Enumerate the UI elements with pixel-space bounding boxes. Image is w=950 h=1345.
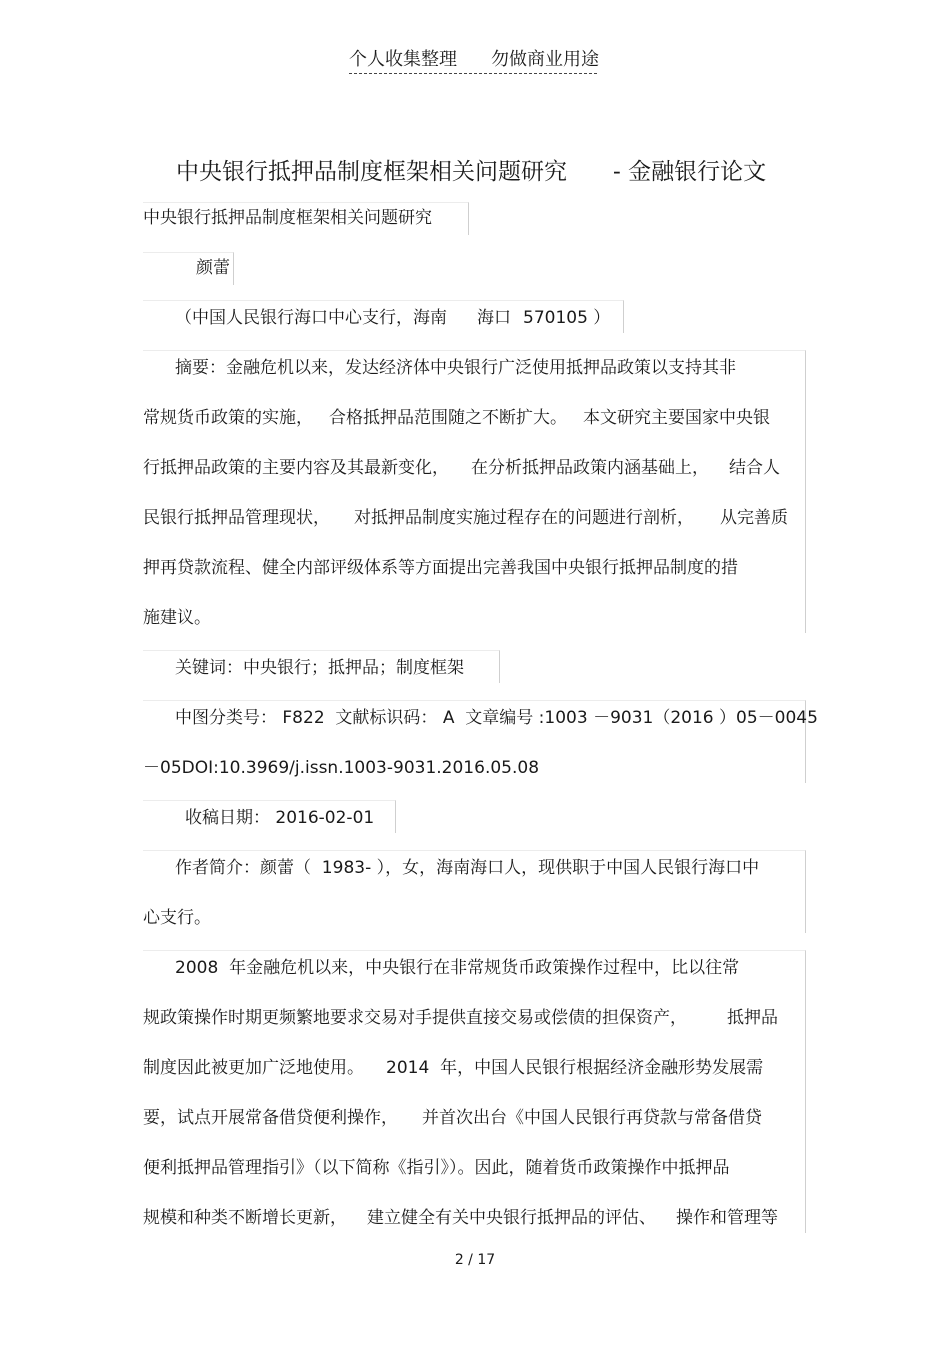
author-affiliation [175,307,610,329]
title-main: 中央银行抵押品制度框架相关问题研究 [176,159,567,185]
abstract-segment: 行抵押品政策的主要内容及其最新变化， [143,458,449,478]
abstract-line: 摘要：金融危机以来，发达经济体中央银行广泛使用抵押品政策以支持其非 [175,358,736,378]
abstract-line [143,457,780,479]
page-number: 2 / 17 [454,1252,496,1268]
affiliation-part-3: 570105 ） [523,308,611,328]
abstract-segment: 民银行抵押品管理现状， [143,508,330,528]
abstract-line: 押再贷款流程、健全内部评级体系等方面提出完善我国中央银行抵押品制度的措 [143,558,738,578]
author-bio-line: 作者简介：颜蕾（ 1983- ），女，海南海口人，现供职于中国人民银行海口中 [175,858,760,878]
body-segment: 制度因此被更加广泛地使用。 [143,1058,364,1078]
body-segment: 2014 年，中国人民银行根据经济金融形势发展需 [386,1058,764,1078]
abstract-line: 施建议。 [143,608,211,628]
affiliation-part-2: 海口 [477,308,511,328]
abstract-segment: 结合人 [729,458,780,478]
affiliation-part-1: （中国人民银行海口中心支行，海南 [175,308,447,328]
header-right-text: 勿做商业用途 [491,49,599,70]
textbox-frame [143,350,806,633]
body-line: 便利抵押品管理指引》（以下简称《指引》）。因此，随着货币政策操作中抵押品 [143,1158,730,1178]
body-segment: 规政策操作时期更频繁地要求交易对手提供直接交易或偿债的担保资产， [143,1008,687,1028]
body-line [143,1007,778,1029]
running-header [349,48,599,72]
abstract-segment: 对抵押品制度实施过程存在的问题进行剖析， [354,508,694,528]
author-bio-line: 心支行。 [143,908,211,928]
author-name: 颜蕾 [196,258,230,278]
body-segment: 操作和管理等 [676,1208,778,1228]
abstract-segment: 合格抵押品范围随之不断扩大。 [329,408,567,428]
abstract-line [143,407,770,429]
body-segment: 规模和种类不断增长更新， [143,1208,347,1228]
body-line: 2008 年金融危机以来，中央银行在非常规货币政策操作过程中，比以往常 [175,958,740,978]
classification-line: －05DOI:10.3969/j.issn.1003-9031.2016.05.08 [143,758,540,778]
textbox-frame [143,950,806,1233]
body-segment: 并首次出台《中国人民银行再贷款与常备借贷 [422,1108,762,1128]
body-segment: 要，试点开展常备借贷便利操作， [143,1108,398,1128]
abstract-segment: 本文研究主要国家中央银 [583,408,770,428]
body-line [143,1207,778,1229]
received-date: 收稿日期： 2016-02-01 [185,808,375,828]
abstract-segment: 在分析抵押品政策内涵基础上， [471,458,709,478]
body-line [143,1057,763,1079]
body-segment: 建立健全有关中央银行抵押品的评估、 [367,1208,656,1228]
body-line [143,1107,762,1129]
header-underline [349,73,597,74]
document-title [176,157,766,187]
classification-line: 中图分类号： F822 文献标识码： A 文章编号 :1003 －9031（2016 ）05－0045 [175,708,818,728]
subtitle: 中央银行抵押品制度框架相关问题研究 [143,208,432,228]
abstract-segment: 从完善质 [720,508,788,528]
body-segment: 抵押品 [727,1008,778,1028]
header-left-text: 个人收集整理 [349,49,457,70]
title-suffix: - 金融银行论文 [613,159,767,185]
keywords: 关键词：中央银行；抵押品；制度框架 [175,658,464,678]
abstract-line [143,507,788,529]
abstract-segment: 常规货币政策的实施， [143,408,313,428]
